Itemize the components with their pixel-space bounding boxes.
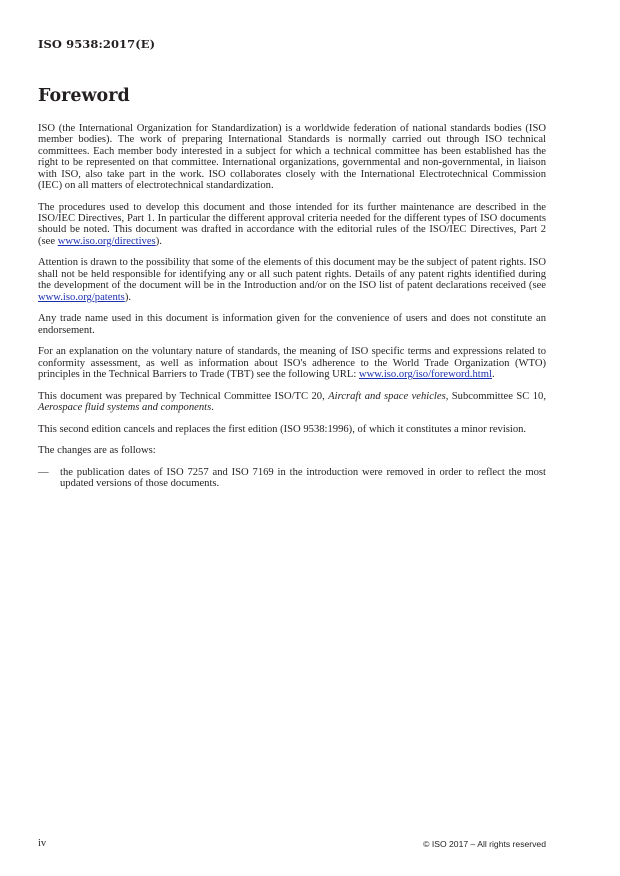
list-item: [38, 467, 546, 490]
paragraph-procedures: [38, 202, 546, 248]
paragraph-procedures-end: ).: [155, 235, 162, 247]
committee-title: Aircraft and space vehicles: [328, 390, 446, 402]
paragraph-committee-end: .: [211, 402, 214, 414]
directives-link[interactable]: www.iso.org/directives: [57, 235, 156, 247]
paragraph-procedures-text: The procedures used to develop this document and those intended for its further maintenance are described in the ISO/IEC Directives, Part 1. In particular the different approval criteria needed for the different types of ISO documents should be noted. This document was drafted in accordance with the editorial rules of the ISO/IEC Directives, Part 2 (see: [38, 201, 546, 247]
paragraph-patents-end: ).: [124, 291, 131, 303]
paragraph-patents: [38, 257, 546, 303]
list-item-text: the publication dates of ISO 7257 and ISO 7169 in the introduction were removed in order to reflect the most updated versions of those documents.: [60, 466, 546, 490]
paragraph-voluntary-nature: [38, 346, 546, 380]
paragraph-voluntary-end: .: [491, 369, 495, 381]
foreword-link[interactable]: www.iso.org/iso/foreword.html: [358, 369, 492, 381]
paragraph-edition: This second edition cancels and replaces the first edition (ISO 9538:1996), of which it constitutes a minor revision.: [38, 423, 527, 435]
paragraph-iso-intro: ISO (the International Organization for Standardization) is a worldwide federation of national standards bodies (ISO member bodies). The work of preparing International Standards is normally carried out through ISO technical committees. Each member body interested in a subject for which a technical committee has been established has the right to be represented on that committee. International organizations, governmental and non-governmental, in liaison with ISO, also take part in the work. ISO collaborates closely with the International Electrotechnical Commission (IEC) on all matters of electrotechnical standardization.: [38, 123, 546, 192]
paragraph-committee-mid: , Subcommittee SC 10,: [445, 390, 546, 402]
patents-link[interactable]: www.iso.org/patents: [38, 291, 125, 303]
paragraph-committee: [38, 391, 546, 414]
page-number: iv: [38, 838, 47, 849]
copyright-notice: © ISO 2017 – All rights reserved: [423, 839, 546, 849]
paragraph-voluntary-text: For an explanation on the voluntary nature of standards, the meaning of ISO specific terms and expressions related to conformity assessment, as well as information about ISO's adherence to the World Trade Organization (WTO) principles in the Technical Barriers to Trade (TBT) see the following URL:: [38, 346, 546, 381]
paragraph-trade-name: Any trade name used in this document is information given for the convenience of users and does not constitute an endorsement.: [38, 313, 546, 336]
list-dash: —: [38, 466, 49, 478]
paragraph-committee-text: This document was prepared by Technical Committee ISO/TC 20,: [38, 390, 329, 402]
paragraph-patents-text: Attention is drawn to the possibility that some of the elements of this document may be the subject of patent rights. ISO shall not be held responsible for identifying any or all such patent rights. Details of any patent rights identified during the development of the document will be in the Introduction and/or on the ISO list of patent declarations received (see: [38, 257, 546, 292]
subcommittee-title: Aerospace fluid systems and components: [38, 402, 212, 414]
paragraph-changes-intro: The changes are as follows:: [38, 445, 156, 457]
foreword-body: [38, 123, 546, 490]
document-id: ISO 9538:2017(E): [38, 37, 156, 51]
page-title: Foreword: [38, 86, 130, 106]
